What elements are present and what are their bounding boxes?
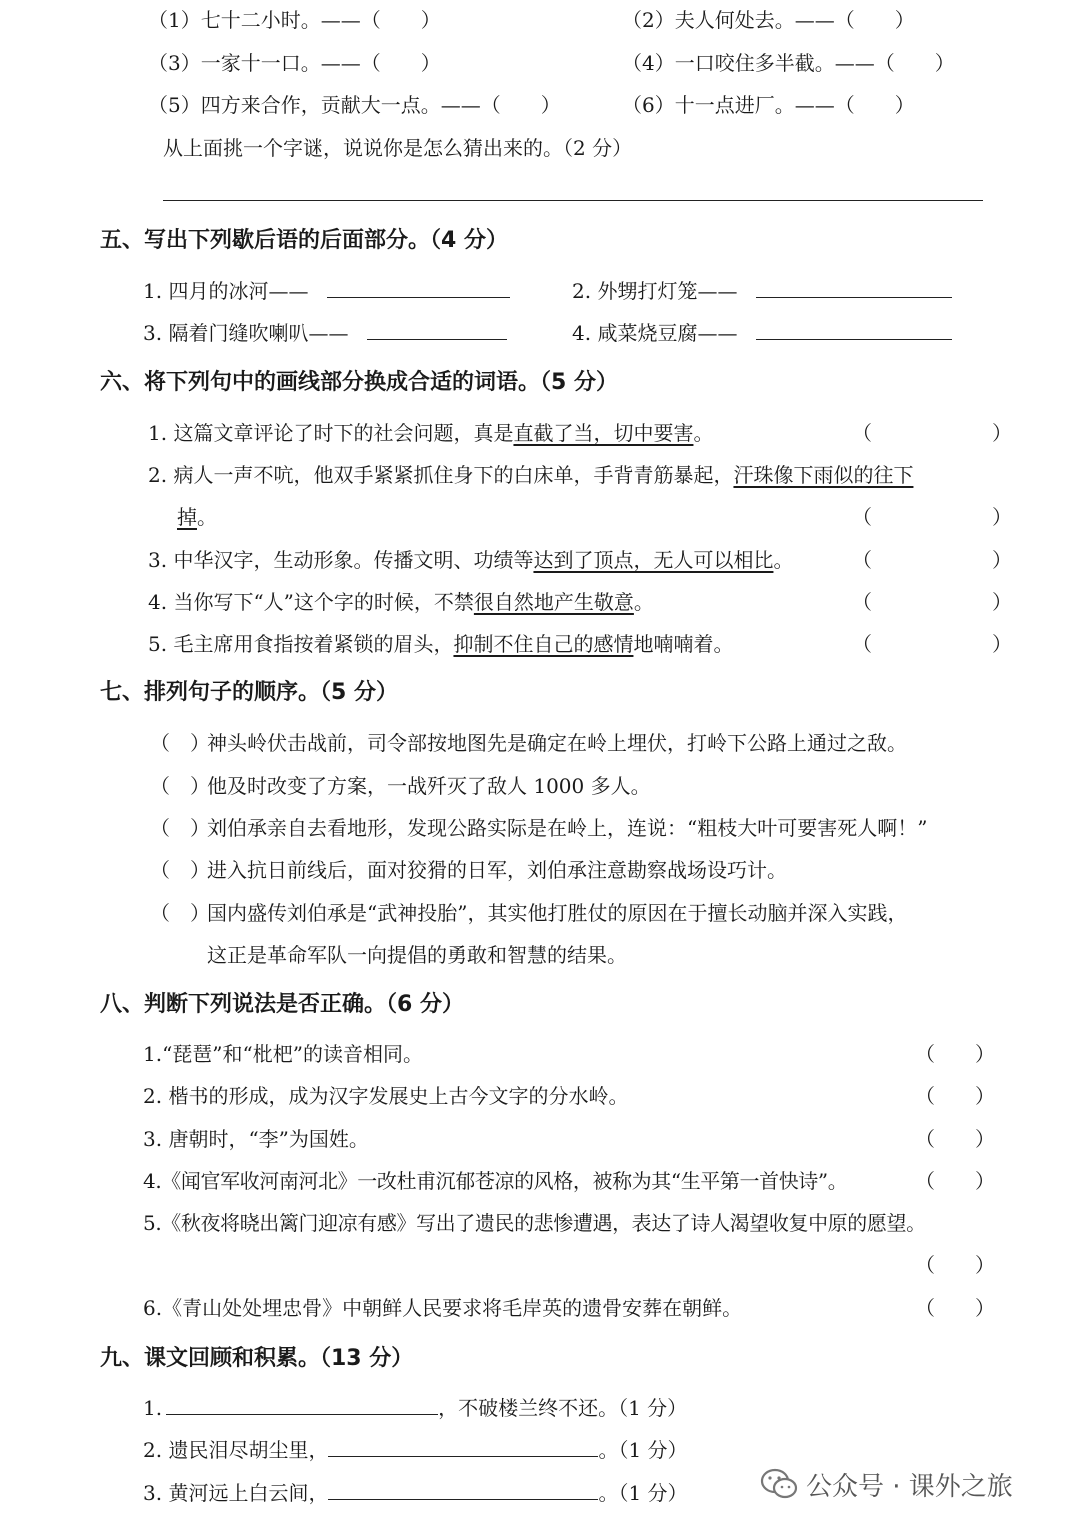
replace-1-answer[interactable]: （ ）	[852, 421, 1012, 445]
judge-item-4: 4.《闻官军收河南河北》一改杜甫沉郁苍凉的风格，被称为其“生平第一首快诗”。	[143, 1169, 848, 1193]
replace-1-underlined: 直截了当，切中要害	[513, 421, 694, 445]
wechat-icon	[760, 1467, 798, 1501]
judge-2-answer[interactable]: （ ）	[915, 1084, 995, 1108]
order-bracket-5[interactable]: （ ）	[150, 901, 210, 925]
replace-4-answer[interactable]: （ ）	[852, 590, 1012, 614]
recite-3-end: 。（1 分）	[598, 1481, 688, 1505]
proverb-3-blank[interactable]	[367, 321, 507, 340]
judge-item-3: 3. 唐朝时，“李”为国姓。	[143, 1127, 369, 1151]
riddle-6: （6）十一点进厂。——（ ）	[622, 93, 915, 117]
order-sentence-5: 国内盛传刘伯承是“武神投胎”，其实他打胜仗的原因在于擅长动脑并深入实践，	[207, 901, 908, 925]
recite-3-blank[interactable]	[328, 1481, 598, 1500]
proverb-4-text: 4. 咸菜烧豆腐——	[572, 321, 738, 345]
recite-item-3	[143, 1480, 688, 1506]
judge-item-2: 2. 楷书的形成，成为汉字发展史上古今文字的分水岭。	[143, 1084, 629, 1108]
order-sentence-5-cont: 这正是革命军队一向提倡的勇敢和智慧的结果。	[207, 943, 627, 967]
riddle-1: （1）七十二小时。——（ ）	[148, 8, 441, 32]
replace-5-underlined: 抑制不住自己的感情	[453, 632, 634, 656]
replace-3-end: 。	[773, 548, 794, 572]
recite-item-2	[143, 1437, 688, 1463]
proverb-1-text: 1. 四月的冰河——	[143, 279, 309, 303]
riddle-3: （3）一家十一口。——（ ）	[148, 51, 441, 75]
replace-5-end: 地喃喃着。	[633, 632, 734, 656]
judge-item-5: 5.《秋夜将晓出篱门迎凉有感》写出了遗民的悲惨遭遇，表达了诗人渴望收复中原的愿望。	[143, 1211, 926, 1235]
replace-3-underlined: 达到了顶点，无人可以相比	[533, 548, 774, 572]
riddle-4: （4）一口咬住多半截。——（ ）	[622, 51, 955, 75]
order-bracket-3[interactable]: （ ）	[150, 816, 210, 840]
proverb-2	[572, 278, 952, 304]
judge-item-1: 1.“琵琶”和“枇杷”的读音相同。	[143, 1042, 423, 1066]
proverb-2-text: 2. 外甥打灯笼——	[572, 279, 738, 303]
replace-1-end: 。	[693, 421, 714, 445]
judge-4-answer[interactable]: （ ）	[915, 1169, 995, 1193]
replace-4-underlined: 很自然地产生敬意	[473, 590, 634, 614]
proverb-3	[143, 320, 507, 346]
replace-3-answer[interactable]: （ ）	[852, 548, 1012, 572]
replace-5-text: 5. 毛主席用食指按着紧锁的眉头，	[148, 632, 454, 656]
replace-2-end: 。	[197, 505, 217, 529]
judge-item-6: 6.《青山处处埋忠骨》中朝鲜人民要求将毛岸英的遗骨安葬在朝鲜。	[143, 1296, 743, 1320]
section-6-title: 六、将下列句中的画线部分换成合适的词语。（5 分）	[100, 370, 618, 395]
proverb-4	[572, 320, 952, 346]
section-5-title: 五、写出下列歇后语的后面部分。（4 分）	[100, 228, 508, 253]
order-sentence-3: 刘伯承亲自去看地形，发现公路实际是在岭上，连说：“粗枝大叶可要害死人啊！”	[207, 816, 928, 840]
order-sentence-4: 进入抗日前线后，面对狡猾的日军，刘伯承注意勘察战场设巧计。	[207, 858, 787, 882]
order-bracket-4[interactable]: （ ）	[150, 858, 210, 882]
judge-3-answer[interactable]: （ ）	[915, 1127, 995, 1151]
recite-3-text: 3. 黄河远上白云间，	[143, 1481, 329, 1505]
replace-2-underlined-cont: 掉	[177, 505, 197, 529]
replace-item-2-cont	[177, 504, 217, 530]
order-sentence-2: 他及时改变了方案，一战歼灭了敌人 1000 多人。	[207, 774, 651, 798]
replace-item-1	[148, 420, 713, 446]
riddle-prompt: 从上面挑一个字谜，说说你是怎么猜出来的。（2 分）	[163, 136, 633, 160]
judge-5-answer[interactable]: （ ）	[915, 1253, 995, 1277]
replace-item-2	[148, 462, 913, 488]
proverb-1	[143, 278, 510, 304]
replace-2-answer[interactable]: （ ）	[852, 505, 1012, 529]
watermark	[760, 1463, 1013, 1505]
section-8-title: 八、判断下列说法是否正确。（6 分）	[100, 992, 464, 1017]
replace-2-underlined: 汗珠像下雨似的往下	[733, 463, 914, 487]
replace-item-5	[148, 631, 733, 657]
recite-1-blank[interactable]	[166, 1396, 438, 1415]
recite-1-text: ，不破楼兰终不还。（1 分）	[438, 1396, 688, 1420]
proverb-3-text: 3. 隔着门缝吹喇叭——	[143, 321, 349, 345]
replace-1-text: 1. 这篇文章评论了时下的社会问题，真是	[148, 421, 514, 445]
riddle-2: （2）夫人何处去。——（ ）	[622, 8, 915, 32]
order-bracket-2[interactable]: （ ）	[150, 774, 210, 798]
replace-item-4	[148, 589, 654, 615]
order-sentence-1: 神头岭伏击战前，司令部按地图先是确定在岭上埋伏，打岭下公路上通过之敌。	[207, 731, 907, 755]
recite-2-text: 2. 遗民泪尽胡尘里，	[143, 1438, 329, 1462]
replace-4-end: 。	[633, 590, 654, 614]
replace-5-answer[interactable]: （ ）	[852, 632, 1012, 656]
answer-line[interactable]	[163, 200, 983, 201]
recite-2-end: 。（1 分）	[598, 1438, 688, 1462]
proverb-4-blank[interactable]	[756, 321, 952, 340]
recite-1-num: 1.	[143, 1396, 163, 1420]
proverb-1-blank[interactable]	[327, 279, 510, 298]
replace-4-text: 4. 当你写下“人”这个字的时候，不禁	[148, 590, 474, 614]
riddle-5: （5）四方来合作，贡献大一点。——（ ）	[148, 93, 561, 117]
proverb-2-blank[interactable]	[756, 279, 952, 298]
order-bracket-1[interactable]: （ ）	[150, 731, 210, 755]
section-9-title: 九、课文回顾和积累。（13 分）	[100, 1346, 414, 1371]
judge-1-answer[interactable]: （ ）	[915, 1042, 995, 1066]
judge-6-answer[interactable]: （ ）	[915, 1296, 995, 1320]
replace-2-text: 2. 病人一声不吭，他双手紧紧抓住身下的白床单，手背青筋暴起，	[148, 463, 734, 487]
section-7-title: 七、排列句子的顺序。（5 分）	[100, 680, 398, 705]
watermark-text: 公众号 · 课外之旅	[806, 1471, 1013, 1502]
replace-3-text: 3. 中华汉字，生动形象。传播文明、功绩等	[148, 548, 534, 572]
recite-item-1	[143, 1395, 687, 1421]
recite-2-blank[interactable]	[328, 1438, 598, 1457]
replace-item-3	[148, 547, 793, 573]
